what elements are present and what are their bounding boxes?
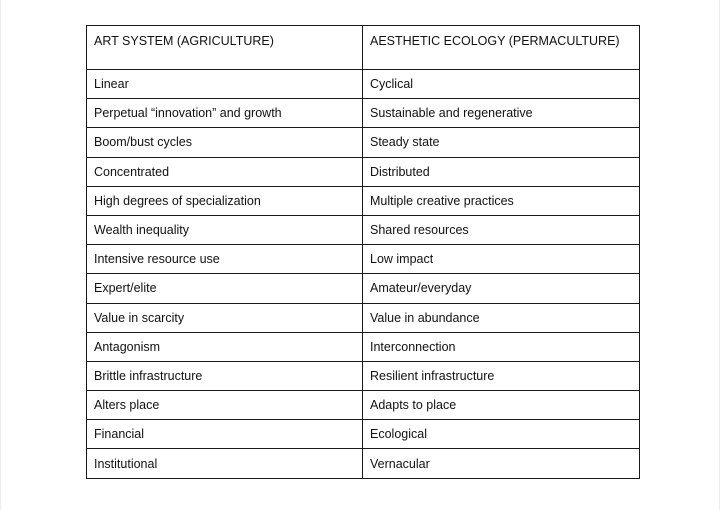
table-row [87,99,640,128]
aesthetic-ecology-cell: Low impact [363,245,640,274]
table-row [87,128,640,157]
aesthetic-ecology-cell: Shared resources [363,215,640,244]
art-system-cell: High degrees of specialization [87,186,363,215]
aesthetic-ecology-cell: Cyclical [363,70,640,99]
aesthetic-ecology-cell: Resilient infrastructure [363,361,640,390]
table-body [87,70,640,479]
table-row [87,215,640,244]
art-system-cell: Alters place [87,391,363,420]
header-row [87,26,640,70]
art-system-cell: Institutional [87,449,363,478]
table-row [87,245,640,274]
art-system-cell: Boom/bust cycles [87,128,363,157]
table-header [87,26,640,70]
art-system-cell: Wealth inequality [87,215,363,244]
aesthetic-ecology-cell: Sustainable and regenerative [363,99,640,128]
art-system-cell: Financial [87,420,363,449]
comparison-table [86,25,640,479]
art-system-cell: Value in scarcity [87,303,363,332]
art-system-cell: Intensive resource use [87,245,363,274]
art-system-cell: Antagonism [87,332,363,361]
aesthetic-ecology-cell: Vernacular [363,449,640,478]
table-row [87,449,640,478]
aesthetic-ecology-cell: Interconnection [363,332,640,361]
table-row [87,391,640,420]
art-system-cell: Expert/elite [87,274,363,303]
aesthetic-ecology-cell: Amateur/everyday [363,274,640,303]
art-system-cell: Brittle infrastructure [87,361,363,390]
aesthetic-ecology-cell: Adapts to place [363,391,640,420]
table-row [87,332,640,361]
art-system-cell: Perpetual “innovation” and growth [87,99,363,128]
table-row [87,274,640,303]
aesthetic-ecology-cell: Distributed [363,157,640,186]
aesthetic-ecology-cell: Steady state [363,128,640,157]
table-row [87,186,640,215]
table-row [87,303,640,332]
table-row [87,70,640,99]
table-row [87,157,640,186]
table-row [87,361,640,390]
art-system-cell: Linear [87,70,363,99]
aesthetic-ecology-cell: Multiple creative practices [363,186,640,215]
table-row [87,420,640,449]
art-system-cell: Concentrated [87,157,363,186]
aesthetic-ecology-cell: Value in abundance [363,303,640,332]
aesthetic-ecology-cell: Ecological [363,420,640,449]
header-art-system: ART SYSTEM (AGRICULTURE) [87,26,363,70]
header-aesthetic-ecology: AESTHETIC ECOLOGY (PERMACULTURE) [363,26,640,70]
